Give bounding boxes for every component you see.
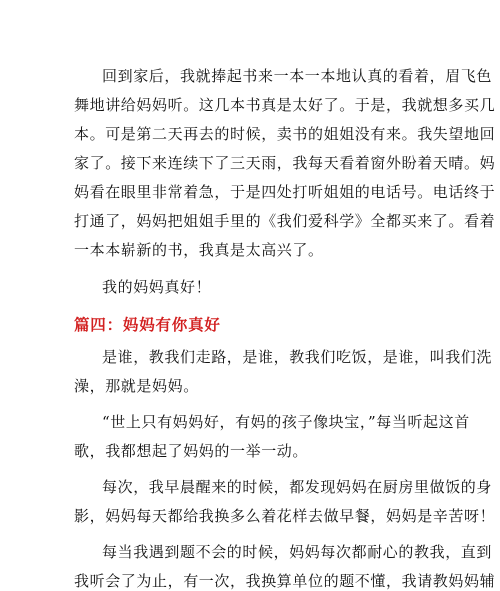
paragraph-1-line-7: 一本本崭新的书，我真是太高兴了。 — [74, 241, 324, 259]
paragraph-4-line-2: 歌，我都想起了妈妈的一举一动。 — [74, 442, 309, 460]
paragraph-1-line-3: 本。可是第二天再去的时候，卖书的姐姐没有来。我失望地回 — [74, 125, 496, 143]
paragraph-1-line-2: 舞地讲给妈妈听。这几本书真是太好了。于是，我就想多买几 — [74, 96, 496, 114]
section-heading: 篇四：妈妈有你真好 — [74, 316, 221, 334]
paragraph-6-line-1: 每当我遇到题不会的时候，妈妈每次都耐心的教我，直到 — [102, 543, 493, 561]
paragraph-5-line-2: 影，妈妈每天都给我换多么着花样去做早餐，妈妈是辛苦呀！ — [74, 507, 496, 525]
paragraph-2-text: 我的妈妈真好！ — [102, 278, 212, 296]
paragraph-1-line-5: 妈看在眼里非常着急，于是四处打听姐姐的电话号。电话终于 — [74, 183, 496, 201]
paragraph-6-line-2: 我听会了为止，有一次，我换算单位的题不懂，我请教妈妈辅 — [74, 572, 496, 590]
paragraph-3-line-1: 是谁，教我们走路，是谁，教我们吃饭，是谁，叫我们洗 — [102, 348, 493, 366]
paragraph-1-line-6: 打通了，妈妈把姐姐手里的《我们爱科学》全都买来了。看着 — [74, 212, 496, 230]
paragraph-1-line-4: 家了。接下来连续下了三天雨，我每天看着窗外盼着天晴。妈 — [74, 154, 496, 172]
paragraph-5-line-1: 每次，我早晨醒来的时候，都发现妈妈在厨房里做饭的身 — [102, 478, 493, 496]
paragraph-1-line-1: 回到家后，我就捧起书来一本一本地认真的看着，眉飞色 — [102, 67, 493, 85]
paragraph-3-line-2: 澡，那就是妈妈。 — [74, 377, 199, 395]
paragraph-4-line-1: “世上只有妈妈好，有妈的孩子像块宝，”每当听起这首 — [102, 413, 470, 431]
